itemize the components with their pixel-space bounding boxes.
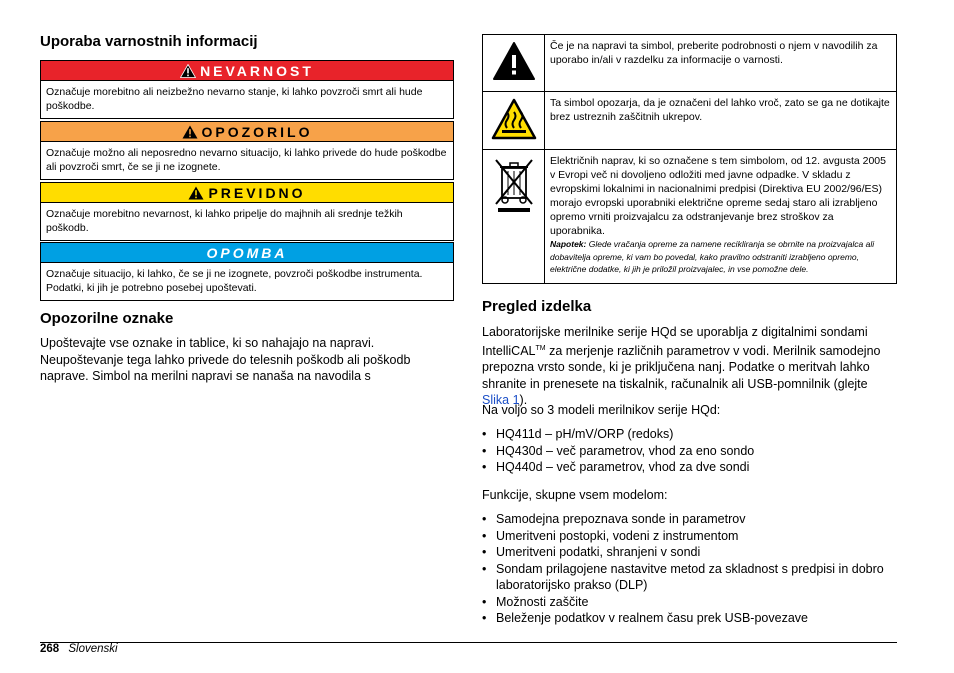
note-label: Napotek:: [550, 239, 587, 249]
hazard-header-caution: [41, 183, 453, 203]
symbol-row: [483, 150, 897, 284]
overview-text-c: ).: [519, 393, 528, 408]
symbol-description: Ta simbol opozarja, da je označeni del lahko vroč, zato se ga ne dotikajte brez ustreznih zaščitnih ukrepov.: [545, 92, 897, 150]
hazard-box-danger: [40, 60, 454, 119]
symbol-description: [545, 150, 897, 284]
hazard-header-warning: [41, 122, 453, 142]
crossed-out-bin-icon: [492, 156, 536, 214]
overview-text-a: Laboratorijske merilnike serije HQd se uporablja z digitalnimi sondami IntelliCAL: [482, 325, 868, 358]
section-heading-warning-labels: Opozorilne oznake: [40, 310, 174, 327]
hot-surface-icon: [491, 98, 537, 140]
list-item: • Možnosti zaščite: [482, 594, 897, 611]
symbol-icon-cell: [483, 35, 545, 92]
hazard-label-caution: PREVIDNO: [208, 184, 306, 201]
warning-triangle-icon: [188, 186, 204, 200]
list-item: • Samodejna prepoznava sonde in parametrov: [482, 511, 897, 528]
list-item: • Umeritveni postopki, vodeni z instrumentom: [482, 528, 897, 545]
trademark-mark: TM: [535, 344, 546, 352]
hazard-text-notice: Označuje situacijo, ki lahko, če se ji ne izognete, povzroči poškodbe instrumenta. Podatki, ki jih je potrebno posebej upoštevati.: [46, 268, 423, 294]
hazard-box-caution: [40, 182, 454, 241]
footer: [40, 643, 118, 655]
hazard-box-warning: [40, 121, 454, 180]
hazard-label-notice: OPOMBA: [206, 244, 288, 261]
hazard-label-warning: OPOZORILO: [201, 123, 313, 140]
symbols-table: [482, 34, 897, 284]
list-item: • HQ430d – več parametrov, vhod za eno sondo: [482, 443, 897, 460]
overview-paragraph: [482, 324, 897, 409]
symbol-icon-cell: [483, 150, 545, 284]
list-item: • Sondam prilagojene nastavitve metod za skladnost s predpisi in dobro laboratorijsko prakso (DLP): [482, 561, 897, 594]
list-item: • Beleženje podatkov v realnem času prek USB-povezave: [482, 610, 897, 627]
weee-note: [550, 238, 891, 276]
overview-text-b: za merjenje različnih parametrov v vodi. Merilnik samodejno prepozna vrsto sonde, ki je priključena nanj. Podatke o meritvah lahko shranite in prenesete na tiskalnik, računalnik ali USB-pomnilnik (glejte: [482, 343, 881, 391]
list-item: • HQ411d – pH/mV/ORP (redoks): [482, 426, 897, 443]
symbol-row: [483, 35, 897, 92]
models-intro: Na voljo so 3 modeli merilnikov serije HQd:: [482, 403, 721, 417]
hazard-header-danger: [41, 61, 453, 81]
symbol-icon-cell: [483, 92, 545, 150]
warning-triangle-icon: [492, 41, 536, 81]
list-item: • Umeritveni podatki, shranjeni v sondi: [482, 544, 897, 561]
section-heading-safety-info: Uporaba varnostnih informacij: [40, 33, 258, 50]
hazard-text-caution: Označuje morebitno nevarnost, ki lahko pripelje do majhnih ali srednje težkih poškodb.: [46, 208, 403, 234]
section-heading-product-overview: Pregled izdelka: [482, 298, 592, 315]
features-list: [482, 511, 897, 627]
figure-link[interactable]: Slika 1: [482, 393, 520, 408]
footer-divider: [40, 642, 897, 643]
hazard-label-danger: NEVARNOST: [200, 62, 314, 79]
symbol-description: Če je na napravi ta simbol, preberite podrobnosti o njem v navodilih za uporabo in/ali v razdelku za informacije o varnosti.: [545, 35, 897, 92]
note-text: Glede vračanja opreme za namene recikliranja se obrnite na proizvajalca ali dobavitelja opreme, ki vam bo povedal, kako pravilno odstraniti izrabljeno opremo, električne dodatke, ki jih je priložil proizvajalec, in vse pomožne dele.: [550, 239, 875, 274]
list-item: • HQ440d – več parametrov, vhod za dve sondi: [482, 459, 897, 476]
warning-triangle-icon: [182, 125, 198, 139]
hazard-text-warning: Označuje možno ali neposredno nevarno situacijo, ki lahko privede do hude poškodbe ali povzroči smrt, če se ji ne izognete.: [46, 147, 447, 173]
symbol-row: [483, 92, 897, 150]
footer-language: Slovenski: [68, 643, 118, 655]
page-number: 268: [40, 643, 60, 655]
features-intro: Funkcije, skupne vsem modelom:: [482, 488, 668, 502]
models-list: [482, 426, 897, 476]
hazard-box-notice: [40, 242, 454, 301]
warning-triangle-icon: [180, 64, 196, 78]
hazard-header-notice: [41, 243, 453, 263]
weee-text: Električnih naprav, ki so označene s tem simbolom, od 12. avgusta 2005 v Evropi več ni dovoljeno odložiti med javne odpadke. V skladu z evropskimi lokalnimi in nacionalnimi predpisi (Direktiva EU 2002/96/ES) morajo evropski uporabniki električne opreme sedaj staro ali izrabljeno opremo vrniti proizvajalcu za odstranjevanje brez stroškov za uporabnika.: [550, 155, 886, 237]
hazard-text-danger: Označuje morebitno ali neizbežno nevarno stanje, ki lahko povzroči smrt ali hude poškodbe.: [46, 86, 423, 112]
warning-labels-paragraph: Upoštevajte vse oznake in tablice, ki so nahajajo na napravi. Neupoštevanje tega lahko privede do telesnih poškodb ali poškodb naprave. Simbol na merilni napravi se nanaša na navodila s: [40, 336, 411, 383]
